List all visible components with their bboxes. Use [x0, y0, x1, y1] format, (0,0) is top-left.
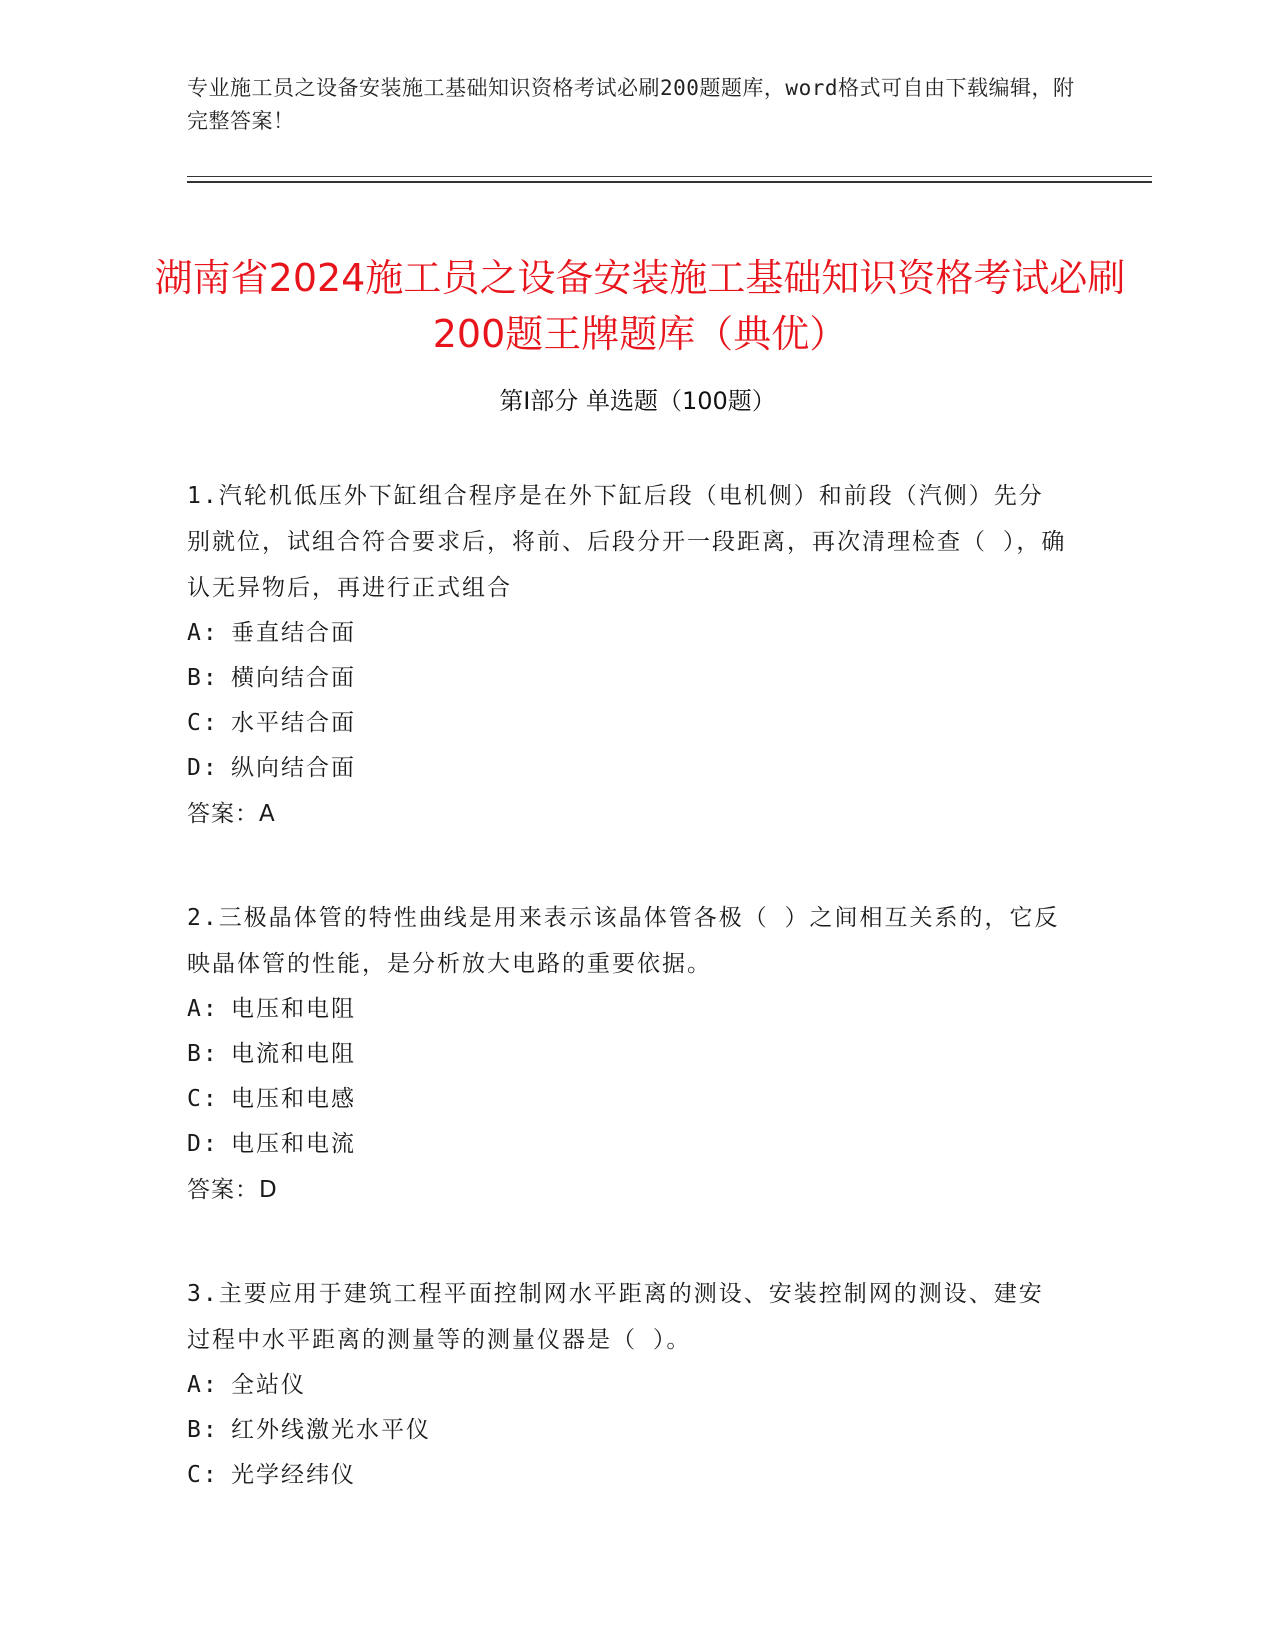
option-b: [187, 1408, 1067, 1453]
option-key: D:: [187, 1131, 219, 1157]
option-key: A:: [187, 1372, 219, 1398]
option-key: B:: [187, 1041, 219, 1067]
question-item: [187, 1271, 1067, 1498]
option-d: [187, 1122, 1067, 1167]
option-b: [187, 656, 1067, 701]
option-key: B:: [187, 1417, 219, 1443]
option-text: 电流和电阻: [231, 1041, 356, 1067]
option-c: [187, 1077, 1067, 1122]
option-text: 垂直结合面: [231, 620, 356, 646]
header-note: 专业施工员之设备安装施工基础知识资格考试必刷200题题库，word格式可自由下载编辑，附完整答案！: [187, 76, 1075, 133]
option-c: [187, 701, 1067, 746]
question-list: [187, 473, 1067, 1556]
header-divider-thick: [187, 181, 1152, 183]
option-text: 红外线激光水平仪: [231, 1417, 431, 1443]
section-title: 第Ⅰ部分 单选题（100题）: [499, 387, 776, 415]
question-stem: 3.主要应用于建筑工程平面控制网水平距离的测设、安装控制网的测设、建安过程中水平距离的测量等的测量仪器是（ ）。: [187, 1281, 1044, 1353]
option-c: [187, 1453, 1067, 1498]
option-key: B:: [187, 665, 219, 691]
question-stem: 1.汽轮机低压外下缸组合程序是在外下缸后段（电机侧）和前段（汽侧）先分别就位，试组合符合要求后，将前、后段分开一段距离，再次清理检查（ ），确认无异物后，再进行正式组合: [187, 483, 1067, 601]
option-text: 电压和电阻: [231, 996, 356, 1022]
option-key: D:: [187, 755, 219, 781]
answer-line: 答案：A: [187, 801, 276, 827]
option-text: 水平结合面: [231, 710, 356, 736]
option-text: 纵向结合面: [231, 755, 356, 781]
option-text: 全站仪: [231, 1372, 306, 1398]
option-key: C:: [187, 1462, 219, 1488]
option-text: 电压和电流: [231, 1131, 356, 1157]
option-text: 光学经纬仪: [231, 1462, 356, 1488]
option-key: C:: [187, 710, 219, 736]
option-a: [187, 611, 1067, 656]
option-a: [187, 1363, 1067, 1408]
option-key: C:: [187, 1086, 219, 1112]
option-d: [187, 746, 1067, 791]
option-text: 横向结合面: [231, 665, 356, 691]
question-item: [187, 473, 1067, 837]
option-b: [187, 1032, 1067, 1077]
question-stem: 2.三极晶体管的特性曲线是用来表示该晶体管各极（ ）之间相互关系的，它反映晶体管的性能，是分析放大电路的重要依据。: [187, 905, 1060, 977]
option-text: 电压和电感: [231, 1086, 356, 1112]
header-divider-thin: [187, 176, 1152, 177]
option-key: A:: [187, 996, 219, 1022]
question-item: [187, 895, 1067, 1213]
option-a: [187, 987, 1067, 1032]
answer-line: 答案：D: [187, 1177, 278, 1203]
option-key: A:: [187, 620, 219, 646]
document-title: 湖南省2024施工员之设备安装施工基础知识资格考试必刷200题王牌题库（典优）: [154, 256, 1126, 357]
